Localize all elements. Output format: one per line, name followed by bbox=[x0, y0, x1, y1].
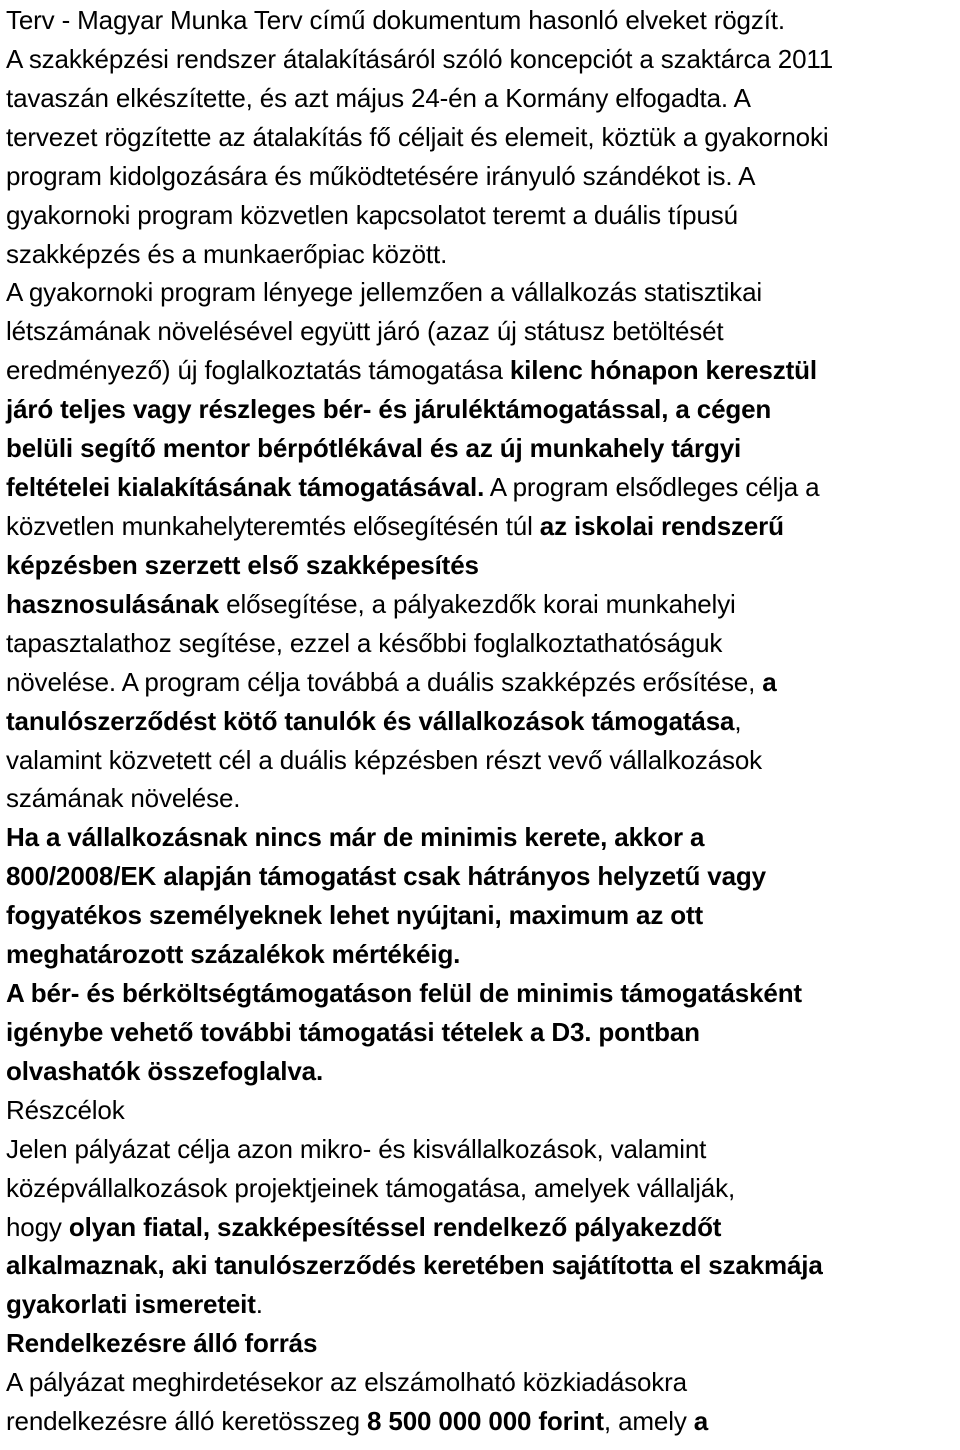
text-line bbox=[6, 350, 817, 390]
text-segment: tavaszán elkészítette, és azt május 24-én a Kormány elfogadta. A bbox=[6, 82, 751, 113]
text-line bbox=[6, 428, 741, 468]
text-segment: A gyakornoki program lényege jellemzően a vállalkozás statisztikai bbox=[6, 277, 763, 308]
bold-text-segment: járó teljes vagy részleges bér- és járuléktámogatással, a cégen bbox=[6, 394, 772, 425]
text-segment: A pályázat meghirdetésekor az elszámolható közkiadásokra bbox=[6, 1367, 687, 1398]
bold-text-segment: a bbox=[762, 666, 777, 697]
bold-text-segment: kilenc hónapon keresztül bbox=[509, 355, 817, 386]
text-segment: elősegítése, a pályakezdők korai munkahelyi bbox=[219, 588, 736, 619]
text-line bbox=[6, 740, 762, 780]
bold-text-segment: alkalmaznak, aki tanulószerződés keretében sajátította el szakmája bbox=[6, 1250, 823, 1281]
text-line bbox=[6, 272, 762, 312]
text-segment: Jelen pályázat célja azon mikro- és kisvállalkozások, valamint bbox=[6, 1133, 707, 1164]
text-segment: hogy bbox=[6, 1211, 69, 1242]
text-segment: , amely bbox=[603, 1406, 694, 1437]
bold-text-segment: olvashatók összefoglalva. bbox=[6, 1055, 324, 1086]
text-segment: valamint közvetett cél a duális képzésben részt vevő vállalkozások bbox=[6, 744, 763, 775]
text-line bbox=[6, 1051, 323, 1091]
text-line bbox=[6, 856, 766, 896]
text-segment: . bbox=[255, 1289, 263, 1320]
text-line bbox=[6, 817, 704, 857]
text-line bbox=[6, 234, 447, 274]
text-segment: , bbox=[734, 705, 742, 736]
text-line bbox=[6, 1012, 700, 1052]
text-line bbox=[6, 78, 751, 118]
text-segment: A szakképzési rendszer átalakításáról szóló koncepciót a szaktárca 2011 bbox=[6, 43, 834, 74]
text-line bbox=[6, 389, 771, 429]
text-line bbox=[6, 467, 819, 507]
text-line bbox=[6, 623, 722, 663]
text-line bbox=[6, 662, 777, 702]
text-segment: Részcélok bbox=[6, 1094, 125, 1125]
text-segment: A program elsődleges célja a bbox=[484, 472, 820, 502]
text-line bbox=[6, 701, 741, 741]
text-line bbox=[6, 1401, 708, 1441]
text-line bbox=[6, 1323, 317, 1363]
text-line bbox=[6, 1129, 706, 1169]
bold-text-segment: A bér- és bérköltségtámogatáson felül de minimis támogatásként bbox=[6, 978, 802, 1008]
bold-text-segment: belüli segítő mentor bérpótlékával és az új munkahely tárgyi bbox=[6, 433, 742, 464]
text-line bbox=[6, 778, 240, 818]
bold-text-segment: a bbox=[693, 1406, 709, 1437]
text-segment: létszámának növelésével együtt járó (azaz új státusz betöltését bbox=[6, 316, 724, 347]
bold-text-segment: feltételei kialakításának támogatásával. bbox=[6, 472, 485, 502]
text-segment: gyakornoki program közvetlen kapcsolatot teremt a duális típusú bbox=[6, 199, 738, 230]
text-line bbox=[6, 0, 785, 40]
bold-text-segment: képzésben szerzett első szakképesítés bbox=[6, 549, 479, 580]
text-segment: számának növelése. bbox=[6, 783, 241, 814]
text-line bbox=[6, 39, 833, 79]
bold-text-segment: olyan fiatal, szakképesítéssel rendelkező pályakezdőt bbox=[68, 1211, 722, 1242]
text-segment: szakképzés és a munkaerőpiac között. bbox=[6, 238, 448, 269]
bold-text-segment: tanulószerződést kötő tanulók és vállalkozások támogatása bbox=[6, 705, 735, 736]
text-line bbox=[6, 934, 460, 974]
bold-text-segment: Rendelkezésre álló forrás bbox=[6, 1328, 318, 1359]
text-segment: közvetlen munkahelyteremtés elősegítésén túl bbox=[6, 511, 540, 541]
text-line bbox=[6, 1090, 125, 1130]
bold-text-segment: az iskolai rendszerű bbox=[539, 511, 784, 541]
text-segment: tervezet rögzítette az átalakítás fő céljait és elemeit, köztük a gyakornoki bbox=[6, 121, 829, 152]
bold-text-segment: hasznosulásának bbox=[6, 588, 220, 619]
text-line bbox=[6, 506, 784, 546]
text-line bbox=[6, 1245, 823, 1285]
text-line bbox=[6, 1168, 735, 1208]
text-line bbox=[6, 311, 724, 351]
text-segment: rendelkezésre álló keretösszeg bbox=[6, 1406, 367, 1437]
text-line bbox=[6, 117, 828, 157]
bold-text-segment: fogyatékos személyeknek lehet nyújtani, maximum az ott bbox=[6, 900, 704, 931]
text-line bbox=[6, 1284, 263, 1324]
text-line bbox=[6, 584, 736, 624]
bold-text-segment: 8 500 000 000 forint bbox=[367, 1406, 604, 1437]
bold-text-segment: Ha a vállalkozásnak nincs már de minimis kerete, akkor a bbox=[6, 822, 705, 853]
text-segment: középvállalkozások projektjeinek támogatása, amelyek vállalják, bbox=[6, 1172, 736, 1203]
text-line bbox=[6, 156, 755, 196]
bold-text-segment: igénybe vehető további támogatási tételek a D3. pontban bbox=[6, 1016, 700, 1047]
text-line bbox=[6, 195, 738, 235]
text-line bbox=[6, 895, 703, 935]
text-segment: program kidolgozására és működtetésére irányuló szándékot is. A bbox=[6, 160, 756, 191]
bold-text-segment: meghatározott százalékok mértékéig. bbox=[6, 939, 461, 970]
bold-text-segment: 800/2008/EK alapján támogatást csak hátrányos helyzetű vagy bbox=[6, 861, 766, 892]
text-line bbox=[6, 1362, 687, 1402]
text-line bbox=[6, 973, 802, 1013]
text-segment: tapasztalathoz segítése, ezzel a későbbi foglalkoztathatóságuk bbox=[6, 627, 723, 658]
text-line bbox=[6, 1207, 721, 1247]
bold-text-segment: gyakorlati ismereteit bbox=[6, 1289, 256, 1320]
text-line bbox=[6, 545, 479, 585]
text-segment: eredményező) új foglalkoztatás támogatása bbox=[6, 355, 510, 386]
text-segment: növelése. A program célja továbbá a duális szakképzés erősítése, bbox=[6, 666, 763, 697]
text-segment: Terv - Magyar Munka Terv című dokumentum hasonló elveket rögzít. bbox=[6, 5, 785, 35]
